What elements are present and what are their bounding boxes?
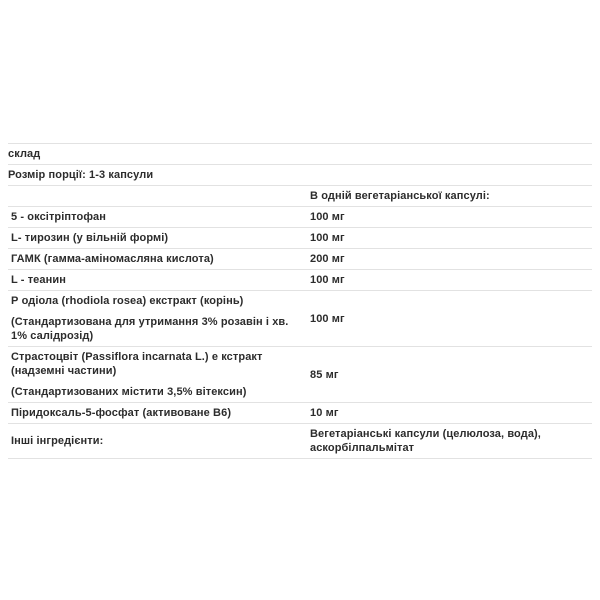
ingredient-name: 5 - оксітріптофан: [11, 211, 107, 223]
ingredient-name: L - теанин: [11, 274, 66, 286]
ingredient-amount: 85 мг: [310, 368, 339, 381]
ingredient-name: Р одіола (rhodiola rosea) екстракт (корінь): [11, 295, 244, 307]
ingredient-standardization-note: (Стандартизована для утримання 3% розавін і хв. 1% салідрозід): [11, 316, 289, 342]
table-row: [8, 228, 592, 249]
serving-size-text: Розмір порції: 1-3 капсули: [8, 169, 154, 181]
ingredient-amount: 100 мг: [310, 211, 345, 223]
amount-header-row: [8, 186, 592, 207]
ingredient-name: Страстоцвіт (Passiflora incarnata L.) е кстракт (надземні частини): [11, 351, 263, 377]
other-ingredients-row: [8, 424, 592, 459]
section-title-row: [8, 144, 592, 165]
ingredient-standardization-note: (Стандартизованих містити 3,5% вітексин): [11, 386, 247, 398]
ingredient-name: ГАМК (гамма-аміномасляна кислота): [11, 253, 214, 265]
ingredient-amount: 10 мг: [310, 407, 339, 419]
table-row: [8, 291, 592, 347]
ingredient-name-with-note: [8, 294, 310, 343]
ingredient-name: L- тирозин (у вільній формі): [11, 232, 169, 244]
amount-header-label: В одній вегетаріанської капсулі:: [310, 190, 490, 202]
ingredient-amount: 200 мг: [310, 253, 345, 265]
ingredient-name: Піридоксаль-5-фосфат (активоване В6): [11, 407, 232, 419]
ingredient-amount: 100 мг: [310, 312, 345, 325]
section-title: склад: [8, 148, 41, 160]
table-row: [8, 347, 592, 403]
table-row: [8, 207, 592, 228]
table-row: [8, 249, 592, 270]
amount-header-spacer: [8, 189, 310, 203]
table-row: [8, 270, 592, 291]
ingredient-amount: 100 мг: [310, 232, 345, 244]
ingredient-name-with-note: [8, 350, 310, 399]
serving-size-row: [8, 165, 592, 186]
other-ingredients-value: Вегетаріанські капсули (целюлоза, вода), аскорбілпальмітат: [310, 428, 541, 454]
table-row: [8, 403, 592, 424]
ingredient-amount: 100 мг: [310, 274, 345, 286]
supplement-facts-table: [8, 143, 592, 459]
other-ingredients-label: Інші інгредієнти:: [11, 435, 104, 447]
